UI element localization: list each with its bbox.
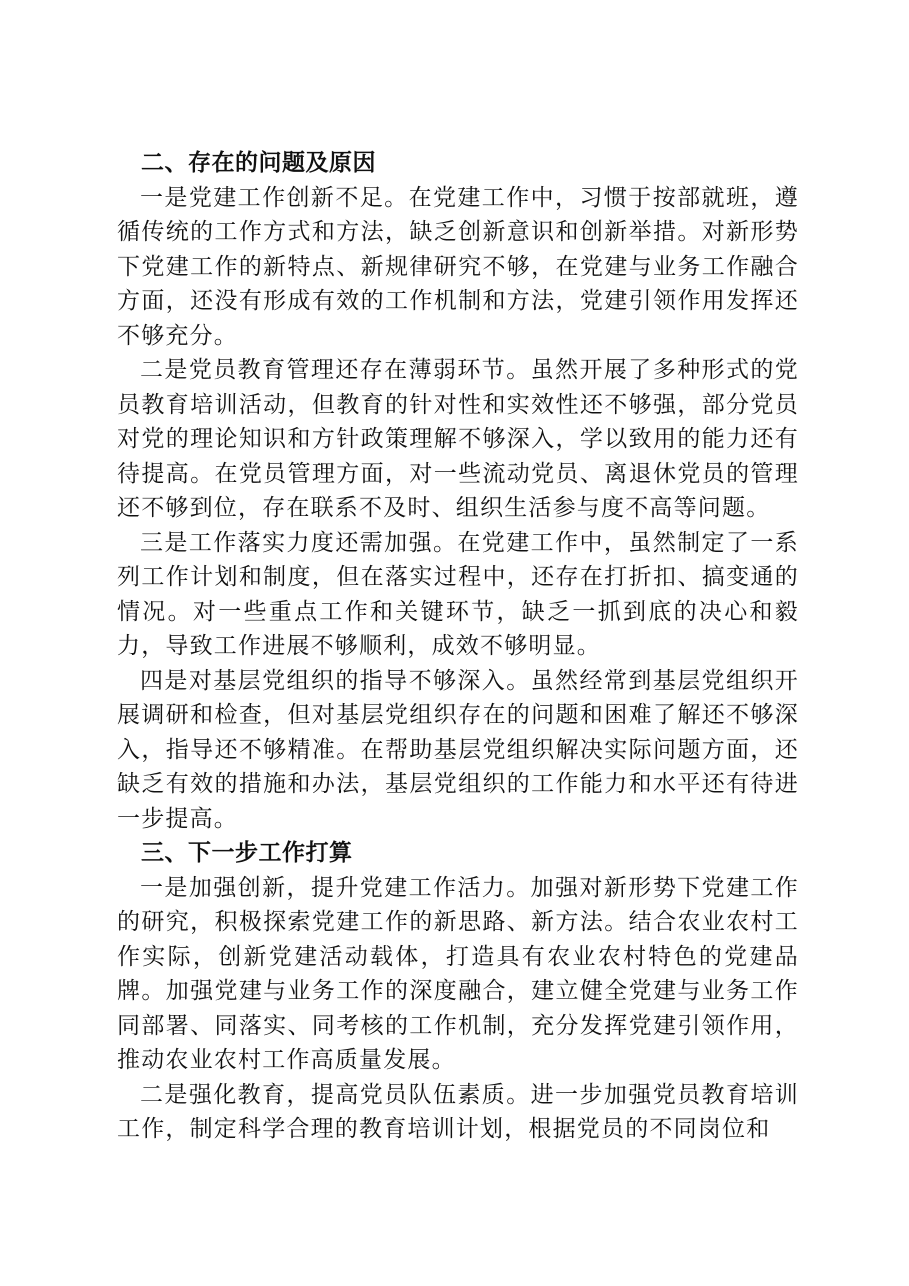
paragraph-problem-3: 三是工作落实力度还需加强。在党建工作中，虽然制定了一系列工作计划和制度，但在落实过程中，还存在打折扣、搞变通的情况。对一些重点工作和关键环节，缺乏一抓到底的决心和毅力，导致工作进展不够顺利，成效不够明显。 [117, 529, 799, 659]
paragraph-problem-1: 一是党建工作创新不足。在党建工作中，习惯于按部就班，遵循传统的工作方式和方法，缺乏创新意识和创新举措。对新形势下党建工作的新特点、新规律研究不够，在党建与业务工作融合方面，还没有形成有效的工作机制和方法，党建引领作用发挥还不够充分。 [117, 184, 799, 349]
paragraph-plan-2: 二是强化教育，提高党员队伍素质。进一步加强党员教育培训工作，制定科学合理的教育培训计划，根据党员的不同岗位和 [117, 1081, 799, 1142]
section-heading-problems: 二、存在的问题及原因 [141, 150, 376, 176]
paragraph-plan-1: 一是加强创新，提升党建工作活力。加强对新形势下党建工作的研究，积极探索党建工作的新思路、新方法。结合农业农村工作实际，创新党建活动载体，打造具有农业农村特色的党建品牌。加强党建与业务工作的深度融合，建立健全党建与业务工作同部署、同落实、同考核的工作机制，充分发挥党建引领作用，推动农业农村工作高质量发展。 [117, 874, 799, 1073]
section-heading-next-steps: 三、下一步工作打算 [141, 840, 353, 866]
document-page [117, 146, 799, 1147]
paragraph-problem-4: 四是对基层党组织的指导不够深入。虽然经常到基层党组织开展调研和检查，但对基层党组织存在的问题和困难了解还不够深入，指导还不够精准。在帮助基层党组织解决实际问题方面，还缺乏有效的措施和办法，基层党组织的工作能力和水平还有待进一步提高。 [117, 667, 799, 832]
paragraph-problem-2: 二是党员教育管理还存在薄弱环节。虽然开展了多种形式的党员教育培训活动，但教育的针对性和实效性还不够强，部分党员对党的理论知识和方针政策理解不够深入，学以致用的能力还有待提高。在党员管理方面，对一些流动党员、离退休党员的管理还不够到位，存在联系不及时、组织生活参与度不高等问题。 [117, 357, 799, 521]
